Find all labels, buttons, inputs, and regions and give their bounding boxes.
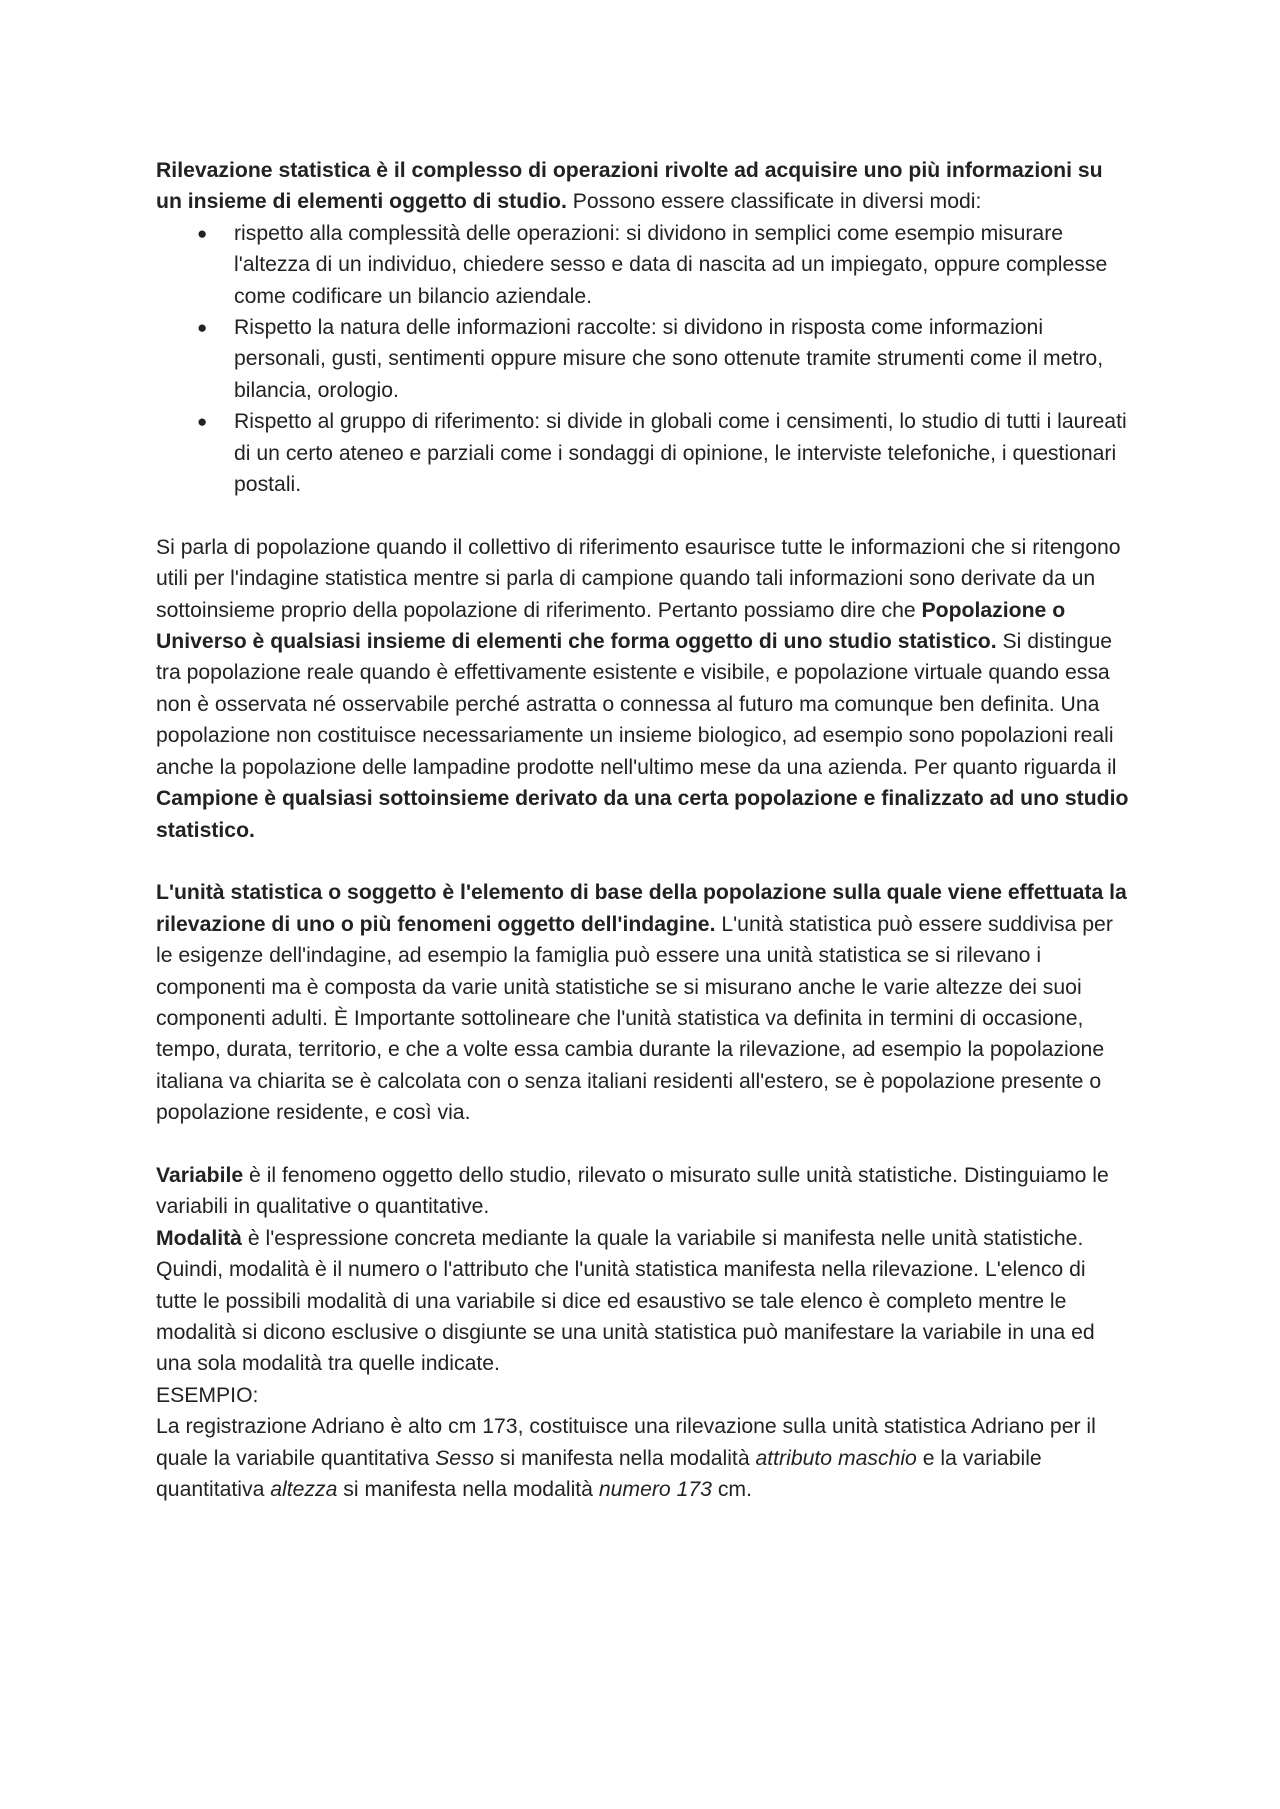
list-item: [197, 406, 1130, 500]
list-item: [197, 312, 1130, 406]
popolazione-paragraph: [156, 532, 1130, 846]
esempio-paragraph: [156, 1411, 1130, 1505]
esempio-text-1: La registrazione Adriano è alto cm 173, costituisce una rilevazione sulla unità statistica Adriano per il quale la variabile quantitativa: [156, 1415, 1096, 1470]
unita-definition: L'unità statistica o soggetto è l'elemento di base della popolazione sulla quale viene effettuata la rilevazione di uno o più fenomeni oggetto dell'indagine.: [156, 881, 1127, 936]
campione-definition: Campione è qualsiasi sottoinsieme derivato da una certa popolazione e finalizzato ad uno studio statistico.: [156, 787, 1129, 842]
popolazione-definition: Popolazione o Universo è qualsiasi insieme di elementi che forma oggetto di uno studio statistico.: [156, 598, 1066, 654]
variabile-text: è il fenomeno oggetto dello studio, rilevato o misurato sulle unità statistiche. Distinguiamo le variabili in qualitative o quantitative.: [156, 1163, 1109, 1219]
classification-list: [156, 218, 1130, 501]
esempio-sesso: Sesso: [435, 1446, 495, 1470]
esempio-attributo: attributo maschio: [755, 1446, 917, 1470]
unita-text: L'unità statistica può essere suddivisa per le esigenze dell'indagine, ad esempio la famiglia può essere una unità statistica se si rilevano i componenti ma è composta da varie unità statistiche se si misurano anche le varie altezze dei suoi componenti adulti. È Importante sottolineare che l'unità statistica va definita in termini di occasione, tempo, durata, territorio, e che a volte essa cambia durante la rilevazione, ad esempio la popolazione italiana va chiarita se è calcolata con o senza italiani residenti all'estero, se è popolazione presente o popolazione residente, e così via.: [156, 912, 1113, 1125]
list-item-text: rispetto alla complessità delle operazioni: si dividono in semplici come esempio misurare l'altezza di un individuo, chiedere sesso e data di nascita ad un impiegato, oppure complesse come codificare un bilancio aziendale.: [234, 221, 1108, 308]
modalita-term: Modalità: [156, 1226, 242, 1250]
variabile-term: Variabile: [156, 1163, 244, 1187]
intro-definition: Rilevazione statistica è il complesso di operazioni rivolte ad acquisire uno più informazioni su un insieme di elementi oggetto di studio.: [156, 159, 1103, 214]
esempio-altezza: altezza: [270, 1478, 338, 1502]
esempio-numero: numero 173: [598, 1478, 712, 1502]
bullet-icon: ●: [197, 223, 208, 243]
popolazione-text-1: Si parla di popolazione quando il collettivo di riferimento esaurisce tutte le informazioni che si ritengono utili per l'indagine statistica mentre si parla di campione quando tali informazioni sono derivate da un sottoinsieme proprio della popolazione di riferimento. Pertanto possiamo dire che: [156, 535, 1121, 622]
list-item-text: Rispetto al gruppo di riferimento: si divide in globali come i censimenti, lo studio di tutti i laureati di un certo ateneo e parziali come i sondaggi di opinione, le interviste telefoniche, i questionari postali.: [234, 410, 1127, 497]
modalita-text: è l'espressione concreta mediante la quale la variabile si manifesta nelle unità statistiche. Quindi, modalità è il numero o l'attributo che l'unità statistica manifesta nella rilevazione. L'elenco di tutte le possibili modalità di una variabile si dice ed esaustivo se tale elenco è completo mentre le modalità si dicono esclusive o disgiunte se una unità statistica può manifestare la variabile in una ed una sola modalità tra quelle indicate.: [156, 1226, 1095, 1376]
esempio-text-2: si manifesta nella modalità: [494, 1446, 756, 1470]
esempio-text-3: e la variabile quantitativa: [156, 1446, 1042, 1502]
popolazione-text-2: Si distingue tra popolazione reale quando è effettivamente esistente e visibile, e popolazione virtuale quando essa non è osservata né osservabile perché astratta o connessa al futuro ma comunque ben definita. Una popolazione non costituisce necessariamente un insieme biologico, ad esempio sono popolazioni reali anche la popolazione delle lampadine prodotte nell'ultimo mese da una azienda. Per quanto riguarda il: [156, 630, 1117, 779]
esempio-text-5: cm.: [711, 1478, 752, 1502]
esempio-label: ESEMPIO:: [156, 1383, 259, 1407]
intro-paragraph: [156, 155, 1130, 218]
modalita-paragraph: [156, 1223, 1130, 1380]
intro-text: Possono essere classificate in diversi modi:: [566, 190, 982, 214]
esempio-text-4: si manifesta nella modalità: [337, 1478, 599, 1502]
list-item-text: Rispetto la natura delle informazioni raccolte: si dividono in risposta come informazioni personali, gusti, sentimenti oppure misure che sono ottenute tramite strumenti come il metro, bilancia, orologio.: [234, 316, 1104, 402]
variabile-paragraph: [156, 1160, 1130, 1223]
unita-paragraph: [156, 877, 1130, 1128]
bullet-icon: ●: [197, 412, 208, 432]
bullet-icon: ●: [197, 318, 208, 338]
list-item: [197, 218, 1130, 312]
